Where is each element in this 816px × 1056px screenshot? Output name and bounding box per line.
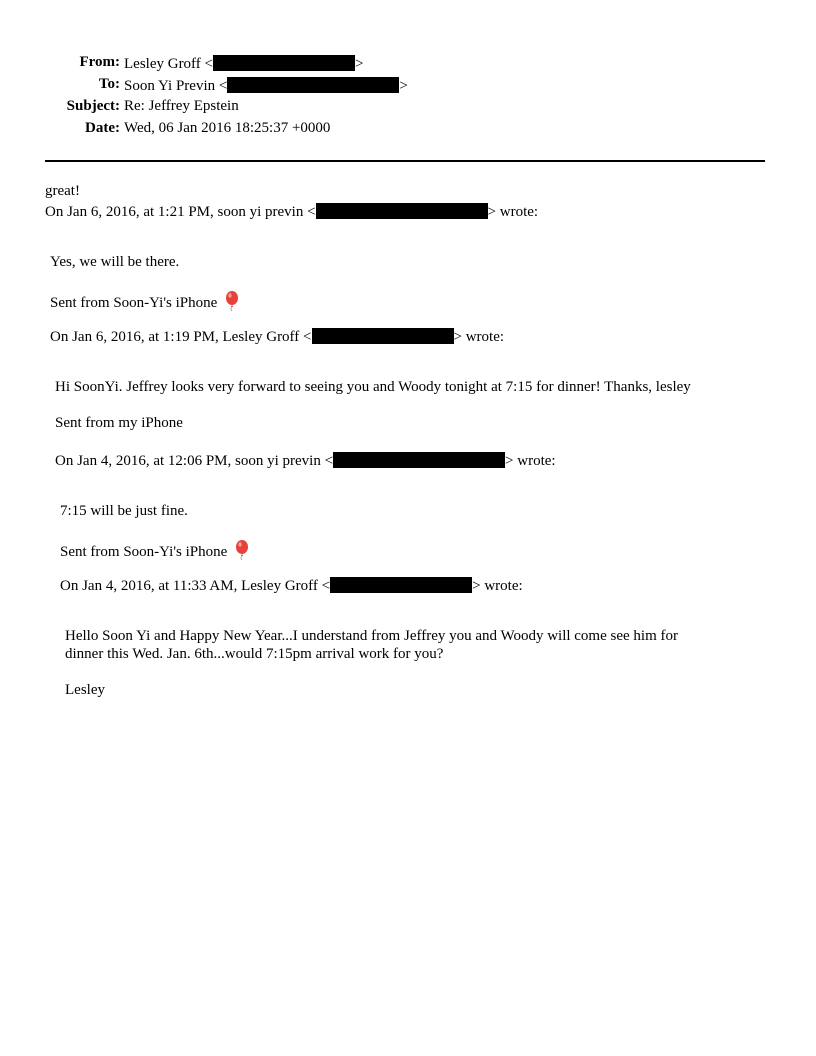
quote4-text-line2: dinner this Wed. Jan. 6th...would 7:15pm arrival work for you? xyxy=(65,646,444,662)
signature-text: Sent from Soon-Yi's iPhone xyxy=(60,544,228,560)
balloon-icon xyxy=(235,540,249,564)
attribution-text: On Jan 4, 2016, at 12:06 PM, soon yi previn < xyxy=(55,453,334,469)
attribution-text: > wrote: xyxy=(472,578,523,594)
attribution-text: > wrote: xyxy=(505,453,556,469)
date-value: Wed, 06 Jan 2016 18:25:37 +0000 xyxy=(124,120,331,136)
date-row xyxy=(0,121,816,139)
subject-value: Re: Jeffrey Epstein xyxy=(124,98,239,114)
date-label: Date: xyxy=(85,120,120,136)
redaction-bar xyxy=(312,328,454,344)
quote2-text: Hi SoonYi. Jeffrey looks very forward to seeing you and Woody tonight at 7:15 for dinner! Thanks, lesley xyxy=(55,379,691,395)
quote4-text-line1: Hello Soon Yi and Happy New Year...I understand from Jeffrey you and Woody will come see him for xyxy=(65,628,678,644)
quote2-attribution xyxy=(50,328,504,345)
quote1-text: Yes, we will be there. xyxy=(50,254,180,270)
signature-text: Sent from Soon-Yi's iPhone xyxy=(50,295,218,311)
attribution-text: > wrote: xyxy=(453,329,505,345)
to-name: Soon Yi Previn < xyxy=(124,78,228,94)
subject-row xyxy=(0,99,816,117)
from-close: > xyxy=(355,56,364,72)
quote1-signature xyxy=(50,291,239,315)
quote2-signature: Sent from my iPhone xyxy=(55,415,183,431)
subject-label: Subject: xyxy=(66,98,120,114)
attribution-text: > wrote: xyxy=(487,204,539,220)
quote3-attribution xyxy=(55,452,556,469)
to-label: To: xyxy=(98,76,120,92)
attribution-text: On Jan 6, 2016, at 1:21 PM, soon yi previn < xyxy=(45,204,316,220)
quote1-attribution xyxy=(45,203,538,220)
balloon-icon xyxy=(225,291,239,315)
quote3-signature xyxy=(60,540,249,564)
from-row xyxy=(0,55,816,73)
redaction-bar xyxy=(333,452,505,468)
redaction-bar xyxy=(316,203,488,219)
reply-text: great! xyxy=(45,183,80,199)
redaction-bar xyxy=(330,577,472,593)
quote3-text: 7:15 will be just fine. xyxy=(60,503,188,519)
quote4-signature: Lesley xyxy=(65,682,105,698)
redaction-bar xyxy=(213,55,355,71)
from-label: From: xyxy=(79,54,120,70)
to-row xyxy=(0,77,816,95)
attribution-text: On Jan 6, 2016, at 1:19 PM, Lesley Groff < xyxy=(50,329,312,345)
header-divider xyxy=(45,160,765,162)
to-close: > xyxy=(399,78,408,94)
redaction-bar xyxy=(227,77,399,93)
from-name: Lesley Groff < xyxy=(124,56,213,72)
attribution-text: On Jan 4, 2016, at 11:33 AM, Lesley Groff < xyxy=(60,578,331,594)
quote4-attribution xyxy=(60,577,523,594)
